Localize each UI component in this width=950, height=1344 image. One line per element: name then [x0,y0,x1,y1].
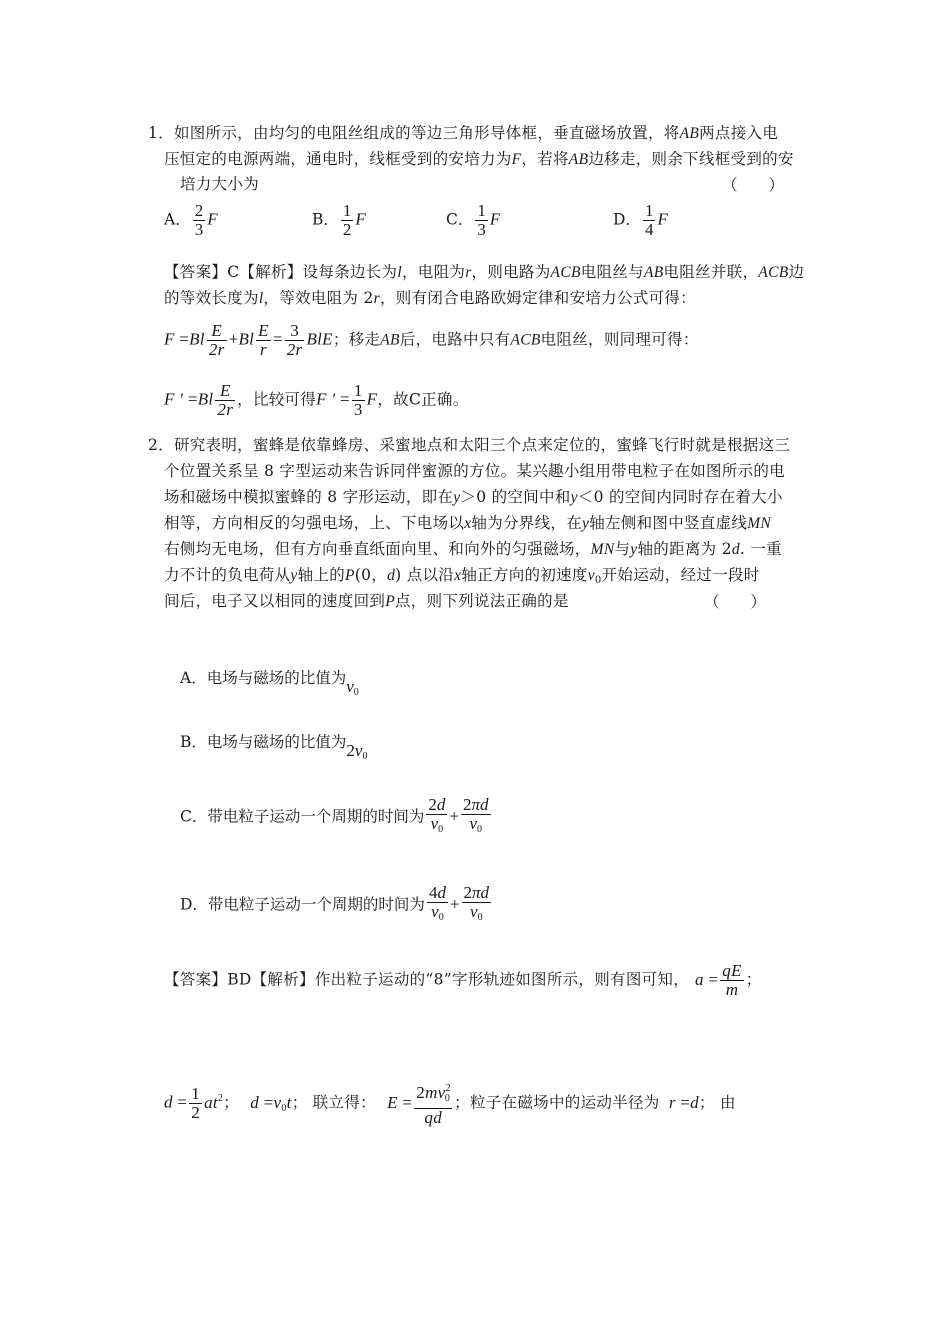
formula-F-eq: F =Bl [164,329,205,349]
q2-line-1: 2．研究表明，蜜蜂是依靠蜂房、采蜜地点和太阳三个点来定位的，蜜蜂飞行时就是根据这三 [148,436,791,454]
q2-line-4: 相等，方向相反的匀强电场，上、下电场以x轴为分界线，在y轴左侧和图中竖直虚线MN [164,514,772,532]
q2-line-5: 右侧均无电场，但有方向垂直纸面向里、和向外的匀强磁场，MN与y轴的距离为 2d. 一重 [164,540,782,558]
q2-line-7: 间后，电子又以相同的速度回到P点，则下列说法正确的是 [164,592,569,610]
q2-answer-line-2: d = $\frac{1}{2}$ $at^2$； $d =v_0t$； 联立得： E = $\frac{2mv^2_0}{qd}$ ；粒子在磁场中的运动半径为 r =d； 由 [164,1083,736,1127]
q1-option-d: D． $\frac{1}{4}$ F [613,201,668,239]
q1-option-a: A． $\frac{2}{3}$ F [164,201,218,239]
q2-option-b: B．电场与磁场的比值为$2v_0$ [180,733,368,762]
q1-line-1: 1．如图所示，由均匀的电阻丝组成的等边三角形导体框，垂直磁场放置，将AB两点接入电 [148,124,779,142]
q1-line-2: 压恒定的电源两端，通电时，线框受到的安培力为F，若将AB边移走，则余下线框受到的安 [164,150,794,168]
q1-option-b: B． $\frac{1}{2}$ F [312,201,366,239]
q2-answer-line-1: 【答案】BD【解析】作出粒子运动的“8”字形轨迹如图所示，则有图可知， a = $\frac{qE}{m}$ ； [164,961,762,999]
q1-answer-formula-1: F =Bl $\frac{E}{2r}$ +Bl $\frac{E}{r}$ = $\frac{3}{2r}$ BlE；移走AB后，电路中只有ACB电阻丝，则同理可得： [164,321,699,359]
q2-answer-paren: （ ） [704,593,767,611]
q2-option-a: A．电场与磁场的比值为$v_0$ [180,669,359,698]
q2-line-2: 个位置关系呈 8 字型运动来告诉同伴蜜源的方位。某兴趣小组用带电粒子在如图所示的电 [164,462,786,480]
q1-answer-formula-2: F ′ =Bl $\frac{E}{2r}$ ，比较可得F ′ = $\frac{1}{3}$ F，故C正确。 [164,381,469,419]
q2-line-6: 力不计的负电荷从y轴上的P(0，d) 点以沿x轴正方向的初速度$v_0$开始运动，经过一段时 [164,566,760,586]
q1-option-c: C． $\frac{1}{3}$ F [446,201,501,239]
q1-answer-line-1: 【答案】C【解析】设每条边长为l，电阻为r，则电路为ACB电阻丝与AB电阻丝并联，ACB边 [164,263,805,281]
q1-line-3: 培力大小为 [180,175,260,193]
q2-option-c: C．带电粒子运动一个周期的时间为 $\frac{2d}{v_0}$ + $\frac{2\pi d}{v_0}$ [180,796,493,839]
q1-answer-paren: （ ） [722,176,785,194]
q2-line-3: 场和磁场中模拟蜜蜂的 8 字形运动，即在y＞0 的空间中和y＜0 的空间内同时存在着大小 [164,488,783,506]
formula-F-prime: F ′ =Bl [164,389,214,409]
q2-option-d: D．带电粒子运动一个周期的时间为 $\frac{4d}{v_0}$ + $\frac{2\pi d}{v_0}$ [180,884,493,927]
q1-answer-line-2: 的等效长度为l，等效电阻为 2r，则有闭合电路欧姆定律和安培力公式可得： [164,289,696,307]
